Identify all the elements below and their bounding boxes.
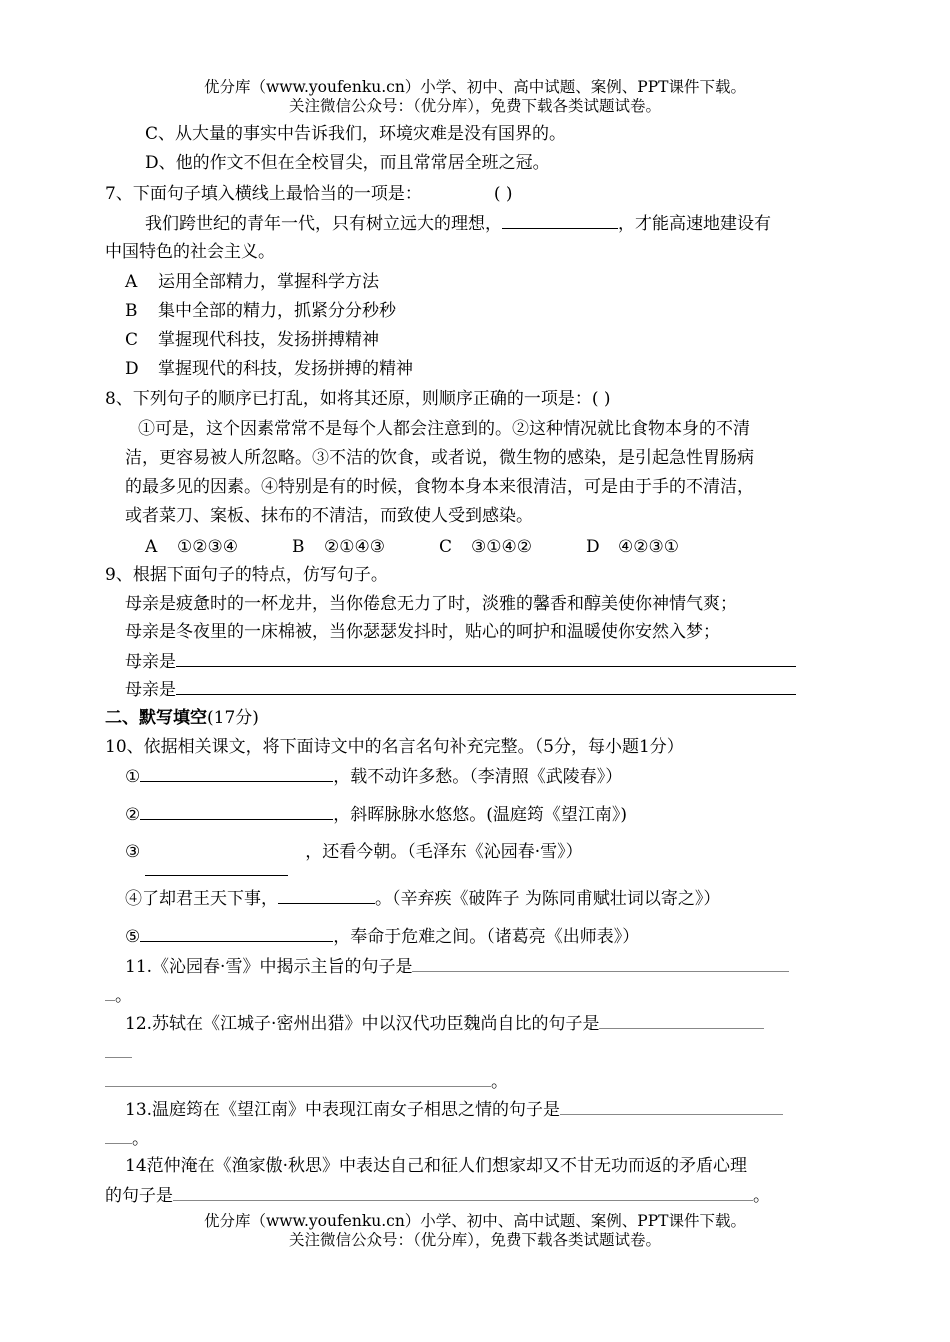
q12-end: 。 xyxy=(491,1072,508,1092)
q14-line-1: 14范仲淹在《渔家傲·秋思》中表达自己和征人们想家却又不甘无功而返的矛盾心理 xyxy=(125,1156,748,1176)
q7-stem-text: 7、下面句子填入横线上最恰当的一项是： xyxy=(105,184,422,204)
q13-line xyxy=(125,1098,783,1121)
q10-item-text: ，奉命于危难之间。（诸葛亮《出师表》） xyxy=(333,927,640,947)
q8-option-key: C xyxy=(439,537,453,557)
q8-passage-line-3: 的最多见的因素。④特别是有的时候，食物本身本来很清洁，可是由于手的不清洁， xyxy=(125,477,754,497)
q6-option-d: D、他的作文不但在全校冒尖，而且常常居全班之冠。 xyxy=(145,153,550,173)
q10-stem: 10、依据相关课文，将下面诗文中的名言名句补充完整。（5分，每小题1分） xyxy=(105,737,684,757)
q9-answer-line-1 xyxy=(125,650,796,673)
q10-item-number: ② xyxy=(125,805,141,825)
header-line-1: 优分库（www.youfenku.cn）小学、初中、高中试题、案例、PPT课件下载。 xyxy=(203,78,747,96)
q8-options xyxy=(145,536,679,558)
q8-option-key: B xyxy=(292,537,305,557)
q8-stem: 8、下列句子的顺序已打乱，如将其还原，则顺序正确的一项是：( ) xyxy=(105,389,611,409)
q10-item-4 xyxy=(125,887,720,910)
q10-item-1 xyxy=(125,765,622,788)
q8-option-c[interactable] xyxy=(439,536,586,558)
q9-stem: 9、根据下面句子的特点，仿写句子。 xyxy=(105,565,388,585)
section-2-title: 二、默写填空 xyxy=(105,708,207,728)
footer-line-1: 优分库（www.youfenku.cn）小学、初中、高中试题、案例、PPT课件下载。 xyxy=(203,1212,747,1230)
section-2-score: (17分) xyxy=(207,708,259,728)
q11-blank[interactable] xyxy=(412,955,789,972)
q10-item-2 xyxy=(125,803,627,826)
q9-answer-prefix: 母亲是 xyxy=(125,680,176,700)
q13-blank-cont[interactable] xyxy=(105,1127,132,1144)
q10-item-text: ，还看今朝。（毛泽东《沁园春·雪》） xyxy=(305,842,583,862)
q8-option-text: ③①④② xyxy=(471,537,532,557)
q9-example-2: 母亲是冬夜里的一床棉被，当你瑟瑟发抖时，贴心的呵护和温暖使你安然入梦； xyxy=(125,622,720,642)
q12-blank[interactable] xyxy=(599,1012,764,1029)
q7-option-text: 集中全部的精力，抓紧分分秒秒 xyxy=(158,301,396,321)
q10-item-3 xyxy=(125,841,583,863)
q10-item-text: 。（辛弃疾《破阵子 为陈同甫赋壮词以寄之》） xyxy=(375,889,721,909)
q12-blank-cont-2[interactable] xyxy=(105,1070,491,1087)
q7-option-text: 掌握现代科技，发扬拼搏精神 xyxy=(158,330,379,350)
q7-sentence-part-c: 中国特色的社会主义。 xyxy=(105,242,275,262)
q7-sentence xyxy=(145,212,771,235)
q10-item-number: ③ xyxy=(125,842,141,862)
q7-option-key: A xyxy=(125,272,138,292)
q10-item-number: ⑤ xyxy=(125,927,141,947)
q7-option-text: 掌握现代的科技，发扬拼搏的精神 xyxy=(158,359,413,379)
q6-option-c: C、从大量的事实中告诉我们，环境灾难是没有国界的。 xyxy=(145,124,567,144)
q7-option-key: B xyxy=(125,301,138,321)
q10-blank-2[interactable] xyxy=(140,803,333,820)
q7-option-c[interactable] xyxy=(125,329,379,351)
footer-line-2: 关注微信公众号：（优分库），免费下载各类试题试卷。 xyxy=(288,1231,661,1249)
q13-stem: 13.温庭筠在《望江南》中表现江南女子相思之情的句子是 xyxy=(125,1100,561,1120)
q14-line-2 xyxy=(105,1184,770,1207)
q8-option-text: ④②③① xyxy=(618,537,679,557)
q10-item-text: ，载不动许多愁。（李清照《武陵春》） xyxy=(333,767,623,787)
q7-option-text: 运用全部精力，掌握科学方法 xyxy=(158,272,379,292)
q9-answer-blank-1[interactable] xyxy=(176,650,796,667)
q11-blank-cont[interactable] xyxy=(105,984,115,1001)
q7-stem xyxy=(105,183,513,205)
q10-blank-1[interactable] xyxy=(140,765,333,782)
q11-continuation xyxy=(105,984,132,1007)
q8-option-text: ②①④③ xyxy=(324,537,385,557)
q13-end: 。 xyxy=(132,1129,149,1149)
q11-line xyxy=(125,955,789,978)
q9-answer-line-2 xyxy=(125,678,796,701)
q9-answer-blank-2[interactable] xyxy=(176,678,796,695)
q10-item-text: ，斜晖脉脉水悠悠。(温庭筠《望江南》) xyxy=(333,805,628,825)
q8-option-a[interactable] xyxy=(145,536,292,558)
q8-passage-line-2: 洁，更容易被人所忽略。③不洁的饮食，或者说，微生物的感染，是引起急性胃肠病 xyxy=(125,448,754,468)
q14-stem-end: 的句子是 xyxy=(105,1186,173,1206)
q7-option-b[interactable] xyxy=(125,300,396,322)
q11-stem: 11.《沁园春·雪》中揭示主旨的句子是 xyxy=(125,957,413,977)
q10-item-number: ④ xyxy=(125,889,142,909)
q11-end: 。 xyxy=(115,986,132,1006)
q7-sentence-part-b: ，才能高速地建设有 xyxy=(618,214,771,234)
q8-passage-line-1: ①可是，这个因素常常不是每个人都会注意到的。②这种情况就比食物本身的不清 xyxy=(138,419,750,439)
q14-end: 。 xyxy=(753,1186,770,1206)
q13-blank[interactable] xyxy=(560,1098,783,1115)
q13-continuation xyxy=(105,1127,149,1150)
q10-item-5 xyxy=(125,925,639,948)
q7-option-a[interactable] xyxy=(125,271,379,293)
q10-blank-5[interactable] xyxy=(140,925,333,942)
q8-option-key: D xyxy=(586,537,600,557)
q8-option-key: A xyxy=(145,537,158,557)
header-line-2: 关注微信公众号：（优分库），免费下载各类试题试卷。 xyxy=(288,97,661,115)
q7-blank[interactable] xyxy=(502,212,618,229)
q9-answer-prefix: 母亲是 xyxy=(125,652,176,672)
q10-blank-4[interactable] xyxy=(278,887,375,904)
q10-item-number: ① xyxy=(125,767,141,787)
q7-option-key: C xyxy=(125,330,139,350)
q8-passage-line-4: 或者菜刀、案板、抹布的不清洁，而致使人受到感染。 xyxy=(125,506,533,526)
q12-blank-cont-1[interactable] xyxy=(105,1057,132,1058)
q8-option-text: ①②③④ xyxy=(177,537,238,557)
q7-sentence-part-a: 我们跨世纪的青年一代，只有树立远大的理想， xyxy=(145,214,502,234)
q12-stem: 12.苏轼在《江城子·密州出猎》中以汉代功臣魏尚自比的句子是 xyxy=(125,1014,600,1034)
q10-blank-3[interactable] xyxy=(145,875,288,876)
q7-option-key: D xyxy=(125,359,139,379)
q7-answer-paren: ( ) xyxy=(493,184,513,204)
q8-option-d[interactable] xyxy=(586,536,679,558)
q14-blank[interactable] xyxy=(173,1184,753,1201)
q8-option-b[interactable] xyxy=(292,536,439,558)
q10-item-pre: 了却君王天下事， xyxy=(142,889,278,909)
section-2-heading xyxy=(105,707,259,729)
q12-line xyxy=(125,1012,764,1035)
q12-continuation xyxy=(105,1070,508,1093)
q7-option-d[interactable] xyxy=(125,358,413,380)
q9-example-1: 母亲是疲惫时的一杯龙井，当你倦怠无力了时，淡雅的馨香和醇美使你神情气爽； xyxy=(125,594,737,614)
